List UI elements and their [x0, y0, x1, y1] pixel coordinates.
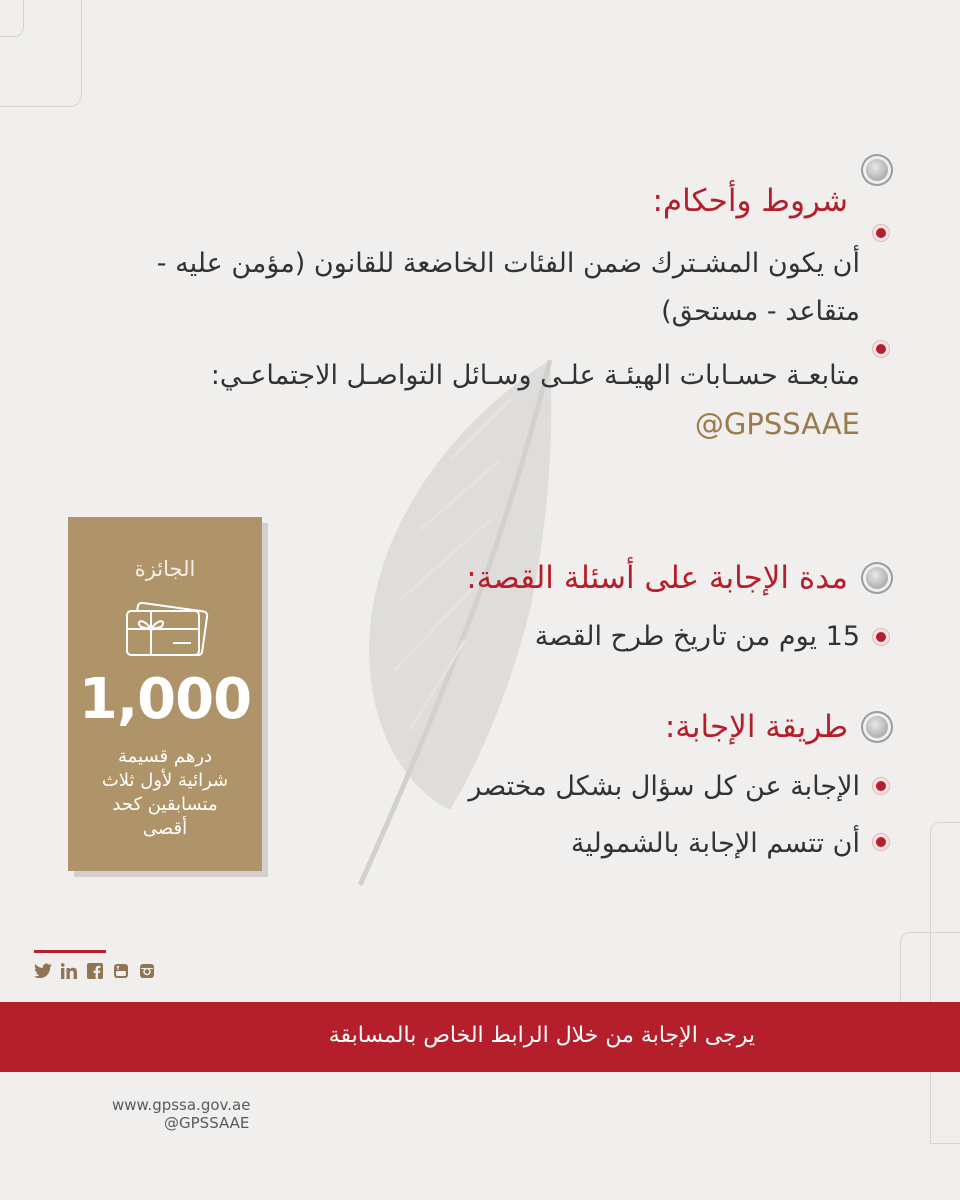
- bottom-banner-text: يرجى الإجابة من خلال الرابط الخاص بالمسابقة: [328, 1023, 755, 1048]
- bullet-dot-icon: [876, 344, 886, 354]
- bottom-banner[interactable]: [0, 1002, 960, 1072]
- prize-desc-line: شرائية لأول ثلاث: [101, 770, 229, 791]
- prize-desc-line: درهم قسيمة: [117, 746, 213, 767]
- prize-description: [82, 745, 248, 841]
- footer-website-link[interactable]: www.gpssa.gov.ae: [112, 1096, 251, 1114]
- bullet-dot-icon: [876, 837, 886, 847]
- method-line-1: الإجابة عن كل سؤال بشكل مختصر: [468, 771, 860, 802]
- method-line-2: أن تتسم الإجابة بالشمولية: [570, 828, 860, 859]
- prize-card: [68, 517, 262, 871]
- linkedin-icon[interactable]: [60, 962, 78, 980]
- section-ring-icon: [866, 159, 888, 181]
- footer-social-handle[interactable]: @GPSSAAE: [164, 1114, 250, 1132]
- bullet-dot-icon: [876, 632, 886, 642]
- bullet-dot-icon: [876, 228, 886, 238]
- section-ring-icon: [866, 716, 888, 738]
- facebook-icon[interactable]: [86, 962, 104, 980]
- twitter-icon[interactable]: [34, 962, 52, 980]
- terms-line-1: أن يكون المشـترك ضمن الفئات الخاضعة للقانون (مؤمن عليه -: [156, 248, 860, 279]
- prize-label: الجائزة: [134, 557, 196, 581]
- terms-title: شروط وأحكام:: [652, 183, 848, 219]
- section-ring-icon: [866, 567, 888, 589]
- terms-line-2: متقاعد - مستحق): [661, 296, 860, 327]
- decorative-frame-top-left-inner: [0, 0, 24, 37]
- prize-desc-line: أقصى: [142, 818, 188, 839]
- duration-title: مدة الإجابة على أسئلة القصة:: [466, 560, 848, 596]
- duration-line-1: 15 يوم من تاريخ طرح القصة: [534, 621, 860, 652]
- method-title: طريقة الإجابة:: [664, 709, 848, 745]
- gift-card-icon: [123, 599, 209, 661]
- terms-line-3: متابعـة حسـابات الهيئـة علـى وسـائل التواصـل الاجتماعـي:: [210, 360, 860, 391]
- instagram-icon[interactable]: [138, 962, 156, 980]
- accent-divider: [34, 950, 106, 953]
- prize-desc-line: متسابقين كحد: [112, 794, 218, 815]
- bullet-dot-icon: [876, 781, 886, 791]
- youtube-icon[interactable]: [112, 962, 130, 980]
- social-icons: [34, 962, 156, 980]
- terms-social-handle[interactable]: @GPSSAAE: [694, 407, 860, 441]
- prize-amount: 1,000: [78, 667, 252, 732]
